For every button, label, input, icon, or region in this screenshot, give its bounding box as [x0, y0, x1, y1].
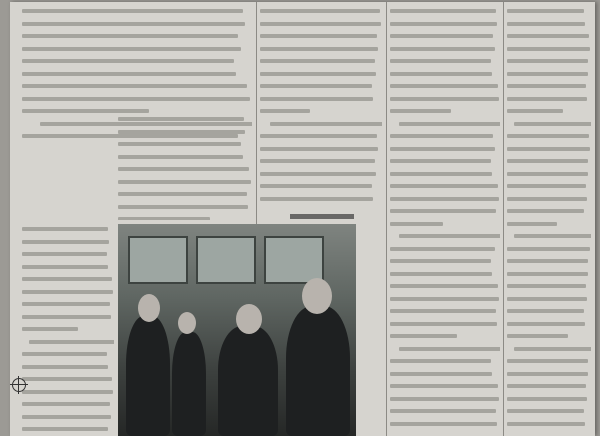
text-line-placeholder — [507, 297, 591, 307]
text-line-placeholder — [22, 97, 252, 107]
column-divider — [386, 2, 387, 436]
text-line-placeholder — [390, 159, 500, 169]
text-line-placeholder — [260, 84, 382, 94]
person-head — [236, 304, 262, 334]
person-head — [178, 312, 196, 334]
text-line-placeholder — [118, 180, 252, 190]
person-figure — [218, 326, 278, 436]
text-line-placeholder — [390, 272, 500, 282]
text-line-placeholder — [22, 9, 252, 19]
text-line-placeholder — [22, 265, 114, 275]
text-line-placeholder — [260, 147, 382, 157]
text-line-placeholder — [390, 284, 500, 294]
text-line-placeholder — [507, 209, 591, 219]
text-line-placeholder — [260, 22, 382, 32]
text-line-placeholder — [507, 47, 591, 57]
text-line-placeholder — [260, 184, 382, 194]
article-column-3 — [260, 6, 382, 206]
photo-window — [128, 236, 188, 284]
text-line-placeholder — [22, 22, 252, 32]
text-line-placeholder — [118, 142, 252, 152]
text-line-placeholder — [390, 359, 500, 369]
text-line-placeholder — [22, 59, 252, 69]
text-line-placeholder — [507, 334, 591, 344]
text-line-placeholder — [390, 209, 500, 219]
text-line-placeholder — [118, 205, 252, 215]
text-line-placeholder — [260, 159, 382, 169]
text-line-placeholder — [507, 172, 591, 182]
text-line-placeholder — [507, 347, 591, 357]
article-column-1-lower — [22, 224, 114, 434]
text-line-placeholder — [390, 147, 500, 157]
text-line-placeholder — [507, 134, 591, 144]
text-line-placeholder — [260, 59, 382, 69]
text-line-placeholder — [390, 372, 500, 382]
text-line-placeholder — [507, 22, 591, 32]
text-line-placeholder — [390, 309, 500, 319]
text-line-placeholder — [507, 72, 591, 82]
article-photo — [118, 224, 356, 436]
text-line-placeholder — [507, 247, 591, 257]
text-line-placeholder — [390, 222, 500, 232]
text-line-placeholder — [260, 72, 382, 82]
person-figure — [126, 316, 170, 436]
text-line-placeholder — [22, 427, 114, 434]
text-line-placeholder — [22, 240, 114, 250]
text-line-placeholder — [260, 47, 382, 57]
text-line-placeholder — [507, 9, 591, 19]
text-line-placeholder — [507, 84, 591, 94]
text-line-placeholder — [22, 290, 114, 300]
text-line-placeholder — [390, 247, 500, 257]
text-line-placeholder — [260, 172, 382, 182]
text-line-placeholder — [22, 47, 252, 57]
text-line-placeholder — [390, 184, 500, 194]
text-line-placeholder — [507, 322, 591, 332]
text-line-placeholder — [390, 197, 500, 207]
text-line-placeholder — [390, 59, 500, 69]
text-line-placeholder — [22, 365, 114, 375]
person-figure — [286, 306, 350, 436]
text-line-placeholder — [390, 322, 500, 332]
text-line-placeholder — [390, 97, 500, 107]
text-line-placeholder — [390, 9, 500, 19]
text-line-placeholder — [118, 192, 252, 202]
text-line-placeholder — [118, 130, 252, 140]
text-line-placeholder — [390, 72, 500, 82]
text-line-placeholder — [390, 297, 500, 307]
column-divider — [503, 2, 504, 436]
person-head — [302, 278, 332, 314]
text-line-placeholder — [260, 122, 382, 132]
photo-caption — [290, 212, 354, 220]
text-line-placeholder — [507, 359, 591, 369]
text-line-placeholder — [260, 97, 382, 107]
text-line-placeholder — [260, 109, 382, 119]
text-line-placeholder — [22, 277, 114, 287]
text-line-placeholder — [507, 97, 591, 107]
text-line-placeholder — [22, 327, 114, 337]
article-column-2 — [118, 114, 252, 220]
text-line-placeholder — [507, 234, 591, 244]
photo-window — [264, 236, 324, 284]
text-line-placeholder — [507, 34, 591, 44]
text-line-placeholder — [22, 377, 114, 387]
article-column-4 — [390, 6, 500, 432]
text-line-placeholder — [390, 422, 500, 432]
text-line-placeholder — [260, 34, 382, 44]
text-line-placeholder — [260, 9, 382, 19]
text-line-placeholder — [507, 384, 591, 394]
text-line-placeholder — [507, 197, 591, 207]
text-line-placeholder — [22, 252, 114, 262]
text-line-placeholder — [390, 172, 500, 182]
text-line-placeholder — [390, 384, 500, 394]
person-figure — [172, 332, 206, 436]
text-line-placeholder — [507, 372, 591, 382]
text-line-placeholder — [507, 222, 591, 232]
text-line-placeholder — [22, 72, 252, 82]
text-line-placeholder — [260, 197, 382, 207]
text-line-placeholder — [390, 34, 500, 44]
text-line-placeholder — [390, 409, 500, 419]
text-line-placeholder — [390, 134, 500, 144]
text-line-placeholder — [22, 84, 252, 94]
text-line-placeholder — [118, 217, 252, 220]
article-column-5 — [507, 6, 591, 432]
text-line-placeholder — [390, 334, 500, 344]
person-head — [138, 294, 160, 322]
text-line-placeholder — [22, 302, 114, 312]
text-line-placeholder — [22, 34, 252, 44]
text-line-placeholder — [260, 134, 382, 144]
text-line-placeholder — [507, 309, 591, 319]
registration-mark-icon — [12, 378, 26, 392]
text-line-placeholder — [390, 109, 500, 119]
text-line-placeholder — [390, 347, 500, 357]
text-line-placeholder — [22, 352, 114, 362]
text-line-placeholder — [390, 259, 500, 269]
text-line-placeholder — [22, 390, 114, 400]
text-line-placeholder — [507, 122, 591, 132]
text-line-placeholder — [507, 259, 591, 269]
text-line-placeholder — [118, 117, 252, 127]
text-line-placeholder — [507, 59, 591, 69]
text-line-placeholder — [22, 415, 114, 425]
text-line-placeholder — [390, 84, 500, 94]
text-line-placeholder — [507, 272, 591, 282]
text-line-placeholder — [507, 422, 591, 432]
text-line-placeholder — [507, 109, 591, 119]
text-line-placeholder — [507, 184, 591, 194]
text-line-placeholder — [118, 167, 252, 177]
text-line-placeholder — [118, 155, 252, 165]
text-line-placeholder — [390, 22, 500, 32]
text-line-placeholder — [507, 159, 591, 169]
text-line-placeholder — [507, 409, 591, 419]
text-line-placeholder — [22, 315, 114, 325]
text-line-placeholder — [22, 402, 114, 412]
newspaper-page — [10, 2, 595, 436]
text-line-placeholder — [390, 122, 500, 132]
text-line-placeholder — [390, 47, 500, 57]
text-line-placeholder — [507, 147, 591, 157]
text-line-placeholder — [390, 234, 500, 244]
photo-window — [196, 236, 256, 284]
text-line-placeholder — [22, 227, 114, 237]
text-line-placeholder — [22, 340, 114, 350]
text-line-placeholder — [507, 284, 591, 294]
text-line-placeholder — [507, 397, 591, 407]
text-line-placeholder — [390, 397, 500, 407]
